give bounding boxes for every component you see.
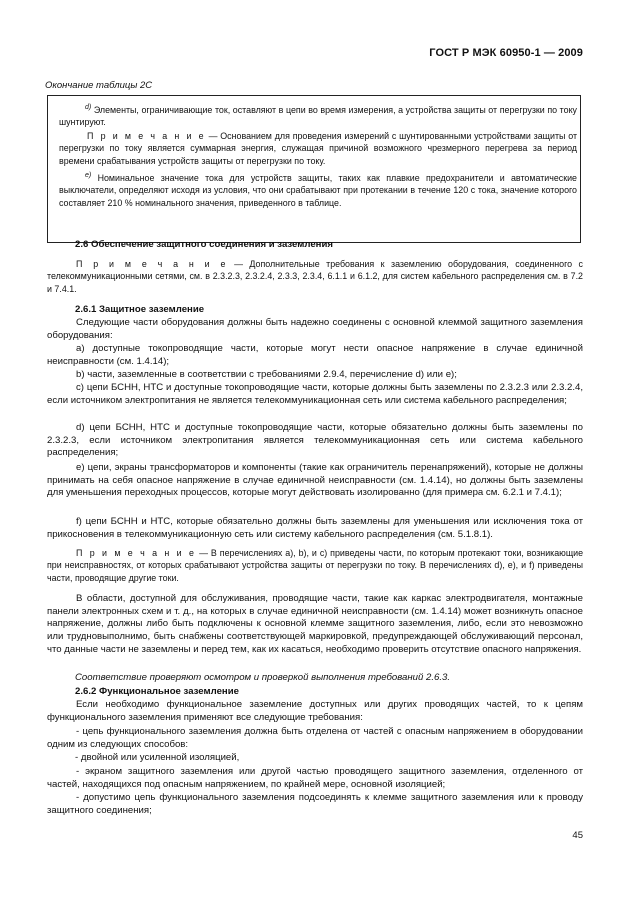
item-a: а) доступные токопроводящие части, которые могут нести опасное напряжение в случае единичной неисправности (см. 1.4.14); xyxy=(47,343,583,367)
item-c: c) цепи БСНН, НТС и доступные токопроводящие части, которые должны быть заземлены по 2.3.2.3 или 2.3.2.4, если источником электропитания не является телекоммуникационная сеть или система кабельного распределения; xyxy=(47,382,583,406)
footnote-note-text: — Основанием для проведения измерений с шунтированными устройствами защиты от перегрузки по току является суммарная энергия, служащая причиной возможного чрезмерного перегрева за период времени срабатывания устройств защиты от перегрузки по току. xyxy=(59,131,578,166)
footnote-e-text: Номинальное значение тока для устройств защиты, таких как плавкие предохранители и автоматические выключатели, определяют исходя из условия, что они срабатывают при протекании в течение 120 с тока, значение которого составляет 210 % номинального значения, приведенного в таблице. xyxy=(59,173,577,208)
section-2-6-1-note-text: — В перечислениях а), b), и c) приведены части, по которым протекают токи, возникающие при неисправностях, от которых срабатывают устройства защиты от перегрузки по току. В перечислениях d), e), и f) приведены части, проводящие другие токи. xyxy=(47,548,584,583)
bullet-separation: - цепь функционального заземления должна быть отделена от частей с опасным напряжением в оборудовании одним из следующих способов: xyxy=(47,726,583,750)
section-2-6-1-note xyxy=(47,547,583,584)
section-2-6-note-text: — Дополнительные требования к заземлению оборудования, соединенного с телекоммуникационными сетями, см. в 2.3.2.3, 2.3.2.4, 2.3.3, 2.3.4, 6.1.1 и 6.1.2, для систем кабельного распределения см. в 7.2 и 7.4.1. xyxy=(47,259,583,294)
table-continuation-label: Окончание таблицы 2С xyxy=(45,80,153,91)
section-2-6-1-intro: Следующие части оборудования должны быть надежно соединены с основной клеммой защитного заземления оборудования: xyxy=(47,317,583,341)
section-2-6-2-intro: Если необходимо функциональное заземление доступных или других проводящих частей, то к цепям функционального заземления применяют все следующие требования: xyxy=(47,699,583,723)
compliance-statement: Соответствие проверяют осмотром и проверкой выполнения требований 2.6.3. xyxy=(75,672,451,683)
section-2-6-2-heading: 2.6.2 Функциональное заземление xyxy=(75,686,239,697)
footnote-note-label: П р и м е ч а н и е xyxy=(87,131,206,141)
footnote-d-text: Элементы, ограничивающие ток, оставляют в цепи во время измерения, а устройства защиты от перегрузки по току шунтируют. xyxy=(59,105,577,128)
footnote-box xyxy=(47,95,581,243)
bullet-double-insulation: - двойной или усиленной изоляцией, xyxy=(75,752,240,763)
section-2-6-1-note-label: П р и м е ч а н и е xyxy=(76,548,197,558)
service-area-paragraph: В области, доступной для обслуживания, проводящие части, такие как каркас электродвигателя, монтажные панели электронных схем и т. д., на которых в случае единичной неисправности (см. 1.4.14) может возникнуть опасное напряжение, должны либо быть подключены к основной клемме защитного заземления, либо, если это невозможно или трудновыполнимо, быть снабжены соответствующей маркировкой, предупреждающей обслуживающий персонал, что данные части не заземлены и перед тем, как их касаться, необходимо проверить отсутствие опасного напряжения. xyxy=(47,593,583,655)
page-number: 45 xyxy=(572,830,583,841)
section-2-6-1-heading: 2.6.1 Защитное заземление xyxy=(75,304,205,315)
footnote-d xyxy=(59,104,577,129)
bullet-connection: - допустимо цепь функционального заземления подсоединять к клемме защитного заземления или к проводу защитного соединения; xyxy=(47,792,583,816)
footnote-note xyxy=(59,130,577,167)
item-b: b) части, заземленные в соответствии с требованиями 2.9.4, перечисление d) или e); xyxy=(76,369,457,380)
bullet-shield: - экраном защитного заземления или другой частью проводящего защитного заземления, отделенного от частей, находящихся под опасным напряжением, по крайней мере, основной изоляцией; xyxy=(47,766,583,790)
section-2-6-note-label: П р и м е ч а н и е xyxy=(76,259,228,269)
section-2-6-heading: 2.6 Обеспечение защитного соединения и заземления xyxy=(75,239,333,250)
footnote-e-marker: e) xyxy=(85,172,92,180)
item-f: f) цепи БСНН и НТС, которые обязательно должны быть заземлены для уменьшения или исключения тока от прикосновения в телекоммуникационную сеть или систему кабельного распределения (см. 5.1.8.1). xyxy=(47,516,583,540)
section-2-6-note xyxy=(47,258,583,295)
standard-header: ГОСТ Р МЭК 60950-1 — 2009 xyxy=(429,47,583,59)
footnote-e xyxy=(59,172,577,209)
footnote-d-marker: d) xyxy=(85,104,92,112)
item-d: d) цепи БСНН, НТС и доступные токопроводящие части, которые обязательно должны быть заземлены по 2.3.2.3, если источником электропитания является телекоммуникационная сеть или система кабельного распределения; xyxy=(47,422,583,459)
item-e: e) цепи, экраны трансформаторов и компоненты (такие как ограничитель перенапряжений), которые не должны принимать на себя опасное напряжение в случае единичной неисправности (см. 1.4.14), но должны быть заземлены для уменьшения переходных процессов, которые могут действовать изолированно (для примера см. 6.2.1 и 7.4.1); xyxy=(47,462,583,499)
